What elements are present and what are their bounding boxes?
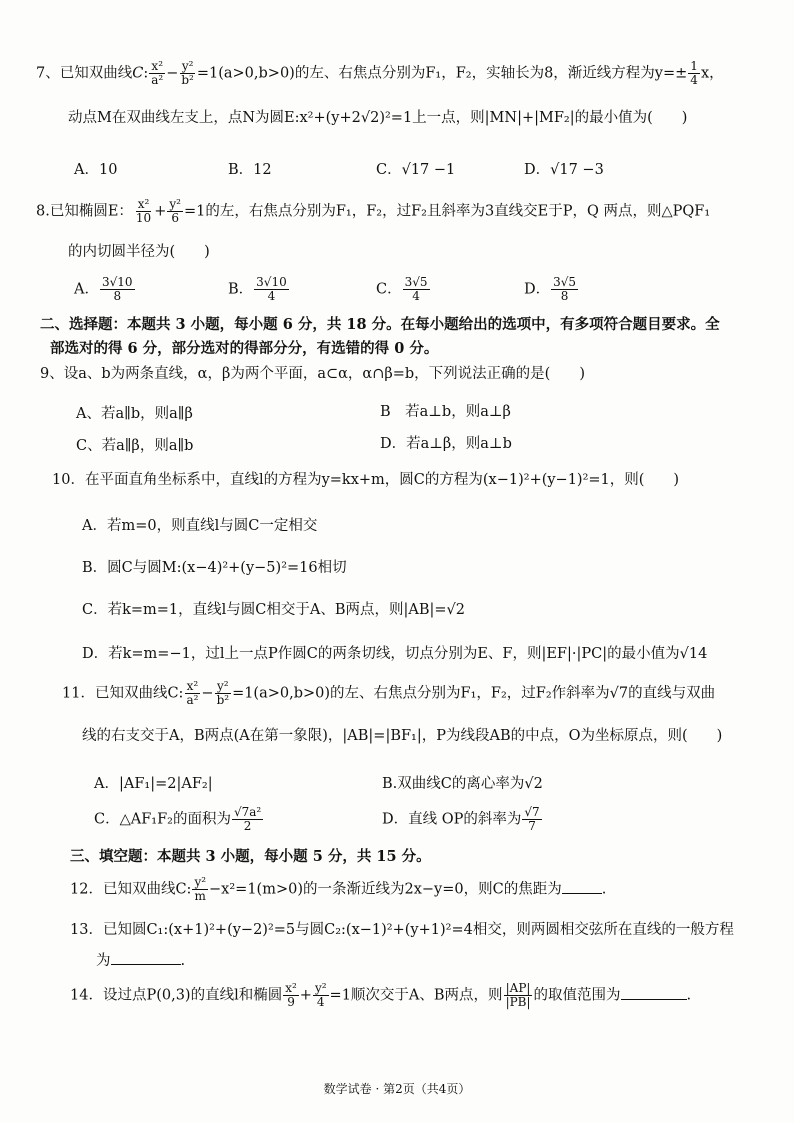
- q8-frac1: $\frac{\text{x²}}{10}$: [135, 197, 152, 226]
- q8-frac2: $\frac{\text{y²}}{6}$: [169, 197, 181, 226]
- q7-text-b: =1(a>0,b>0)的左、右焦点分别为F₁，F₂，实轴长为8，渐近线方程为y=±: [196, 65, 688, 82]
- q10-option-a: A．若m=0，则直线l与圆C一定相交: [82, 518, 318, 534]
- q7-frac1: $\frac{\text{x²}}{\text{a²}}$: [151, 59, 164, 88]
- q11-option-b: B.双曲线C的离心率为√2: [382, 776, 543, 792]
- q7-option-d: D．√17 −3: [524, 162, 604, 178]
- q14-frac2: $\frac{\text{y²}}{4}$: [314, 981, 327, 1010]
- q9-option-b: B 若a⊥b，则a⊥β: [380, 404, 511, 420]
- q11-option-a: A．|AF₁|=2|AF₂|: [94, 776, 213, 792]
- q11-line1: 11．已知双曲线C: $\frac{\text{x²}}{\text{a²}}$ − $\frac{\text{y²}}{\text{b²}}$ =1(a>0,b>0)的左、右焦点分别为F₁，F₂，过F₂作斜率为√7的直线与双曲: [62, 679, 716, 708]
- q7-frac2: $\frac{\text{y²}}{\text{b²}}$: [181, 59, 194, 88]
- q7-option-a: A．10: [74, 162, 118, 178]
- q13-line1: 13．已知圆C₁:(x+1)²+(y−2)²=5与圆C₂:(x−1)²+(y+1)²=4相交，则两圆相交弦所在直线的一般方程: [70, 922, 734, 938]
- q7-c-name: C: [132, 65, 144, 82]
- q10-option-c: C．若k=m=1，直线l与圆C相交于A、B两点，则|AB|=√2: [82, 602, 466, 618]
- q7-text: 7、已知双曲线: [36, 65, 133, 82]
- q8-line2: 的内切圆半径为( ): [68, 244, 210, 260]
- q10-option-b: B．圆C与圆M:(x−4)²+(y−5)²=16相切: [82, 560, 347, 576]
- q12-line: 12．已知双曲线C: $\frac{\text{y²}}{m}$ −x²=1(m>0)的一条渐近线为2x−y=0，则C的焦距为 .: [70, 875, 607, 904]
- q12-answer-blank[interactable]: [562, 881, 602, 894]
- section3-heading: 三、填空题：本题共 3 小题，每小题 5 分，共 15 分。: [70, 848, 431, 865]
- q7-line1: 7、已知双曲线C: $\frac{\text{x²}}{\text{a²}}$ − $\frac{\text{y²}}{\text{b²}}$ =1(a>0,b>0)的左、右焦点分别为F₁，F₂，实轴长为8，渐近线方程为y=± $\frac{1}{4}$ x，: [36, 59, 724, 88]
- q7-option-c: C．√17 −1: [376, 162, 456, 178]
- q13-line2: 为 .: [96, 953, 186, 969]
- q11-frac1: $\frac{\text{x²}}{\text{a²}}$: [186, 679, 199, 708]
- q9-stem: 9、设a、b为两条直线，α，β为两个平面，a⊂α，α∩β=b，下列说法正确的是( ): [40, 366, 585, 382]
- q10-stem: 10．在平面直角坐标系中，直线l的方程为y=kx+m，圆C的方程为(x−1)²+(y−1)²=1，则( ): [52, 472, 680, 488]
- q8-option-d: D． $\frac{3√5}{8}$: [524, 275, 577, 304]
- q11-option-d: D．直线 OP的斜率为 $\frac{√7}{7}$: [382, 805, 540, 834]
- q8-option-c: C． $\frac{3√5}{4}$: [376, 275, 428, 304]
- q9-option-a: A、若a∥b，则a∥β: [76, 406, 193, 422]
- q10-option-d: D．若k=m=−1，过l上一点P作圆C的两条切线，切点分别为E、F，则|EF|·|PC|的最小值为√14: [82, 646, 708, 662]
- page-footer: 数学试卷 · 第2页（共4页）: [323, 1082, 471, 1096]
- q13-answer-blank[interactable]: [111, 952, 181, 965]
- q7-frac3: $\frac{1}{4}$: [690, 59, 698, 88]
- q9-option-c: C、若a∥β，则a∥b: [76, 438, 194, 454]
- q11-line2: 线的右支交于A，B两点(A在第一象限)，|AB|=|BF₁|，P为线段AB的中点，O为坐标原点，则( ): [82, 728, 723, 744]
- q8-option-b: B． $\frac{3√10}{4}$: [228, 275, 287, 304]
- q11-option-c: C．△AF₁F₂的面积为 $\frac{\text{√7a²}}{2}$: [94, 805, 262, 834]
- q8-line1: 8.已知椭圆E： $\frac{\text{x²}}{10}$ + $\frac{\text{y²}}{6}$ =1的左，右焦点分别为F₁，F₂，过F₂且斜率为3直线交E于P，Q 两点，则△PQF₁: [36, 197, 711, 226]
- q12-frac: $\frac{\text{y²}}{m}$: [194, 875, 207, 904]
- q7-line2: 动点M在双曲线左支上，点N为圆E:x²+(y+2√2)²=1上一点，则|MN|+|MF₂|的最小值为( ): [68, 110, 688, 126]
- q14-line: 14．设过点P(0,3)的直线l和椭圆 $\frac{\text{x²}}{9}$ + $\frac{\text{y²}}{4}$ =1顺次交于A、B两点，则 $\frac{|AP|}{|PB|}$ 的取值范围为 .: [70, 981, 692, 1010]
- q14-answer-blank[interactable]: [621, 987, 687, 1000]
- section2-heading: 二、选择题：本题共 3 小题，每小题 6 分，共 18 分。在每小题给出的选项中，有多项符合题目要求。全: [40, 316, 720, 333]
- q11-frac2: $\frac{\text{y²}}{\text{b²}}$: [216, 679, 230, 708]
- q7-option-b: B．12: [228, 162, 272, 178]
- q8-option-a: A． $\frac{3√10}{8}$: [74, 275, 133, 304]
- q14-frac1: $\frac{\text{x²}}{9}$: [285, 981, 297, 1010]
- q9-option-d: D．若a⊥β，则a⊥b: [380, 436, 512, 452]
- section2-heading-cont: 部选对的得 6 分，部分选对的得部分分，有选错的得 0 分。: [50, 340, 439, 357]
- q14-frac3: $\frac{|AP|}{|PB|}$: [505, 981, 531, 1010]
